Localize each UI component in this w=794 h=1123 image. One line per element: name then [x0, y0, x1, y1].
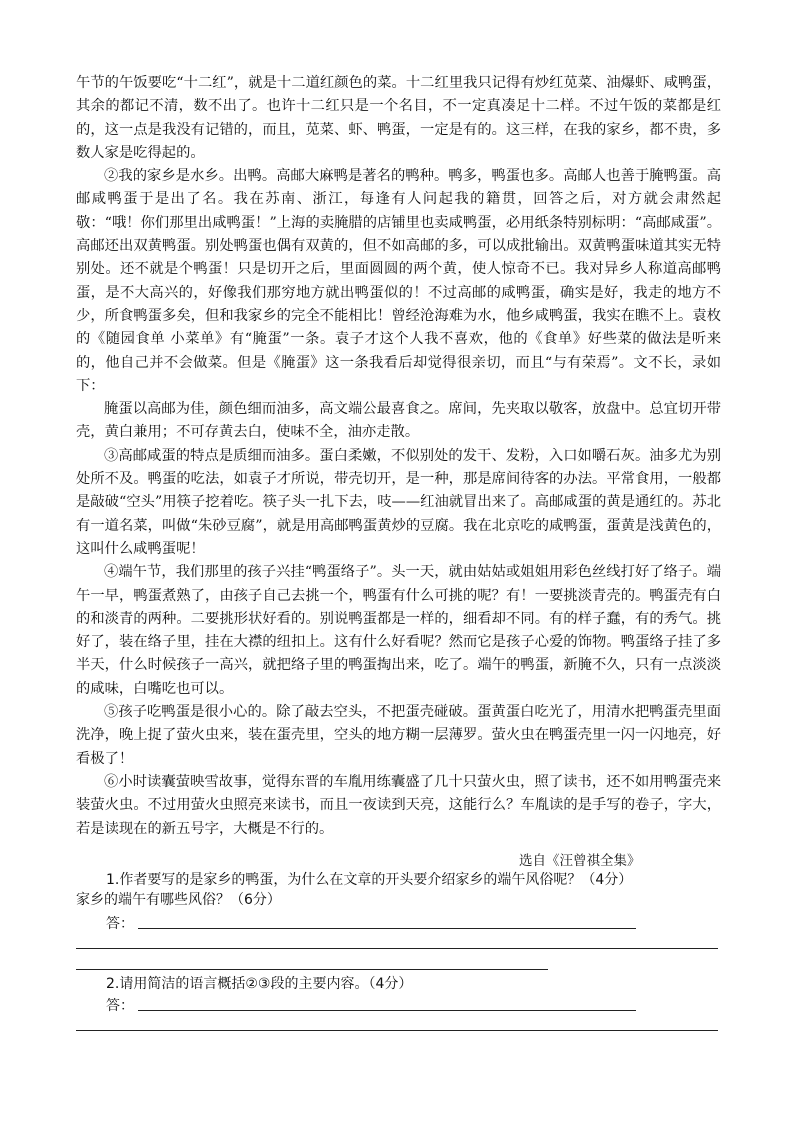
- answer-line-2[interactable]: [76, 948, 718, 949]
- answer-label-1: 答：: [106, 916, 134, 932]
- source-citation: 选自《汪曾祺全集》: [519, 853, 641, 869]
- answer-line-3[interactable]: [76, 969, 548, 970]
- question-1-line-2: 家乡的端午有哪些风俗？（6分）: [76, 892, 281, 908]
- paragraph-3: ③高邮咸蛋的特点是质细而油多。蛋白柔嫩，不似别处的发干、发粉，入口如嚼石灰。油多尤为别处所不及。鸭蛋的吃法，如袁子才所说，带壳切开，是一种，那是席间待客的办法。平常食用，一般都是敲破“空头”用筷子挖着吃。筷子头一扎下去，吱——红油就冒出来了。高邮咸蛋的黄是通红的。苏北有一道名菜，叫做“朱砂豆腐”，就是用高邮鸭蛋黄炒的豆腐。我在北京吃的咸鸭蛋，蛋黄是浅黄色的，这叫什么咸鸭蛋呢！: [76, 447, 721, 557]
- paragraph-4: ④端午节，我们那里的孩子兴挂“鸭蛋络子”。头一天，就由姑姑或姐姐用彩色丝线打好了络子。端午一早，鸭蛋煮熟了，由孩子自己去挑一个，鸭蛋有什么可挑的呢？有！一要挑淡青壳的。鸭蛋壳有白的和淡青的两种。二要挑形状好看的。别说鸭蛋都是一样的，细看却不同。有的样子蠢，有的秀气。挑好了，装在络子里，挂在大襟的纽扣上。这有什么好看呢？然而它是孩子心爱的饰物。鸭蛋络子挂了多半天，什么时候孩子一高兴，就把络子里的鸭蛋掏出来，吃了。端午的鸭蛋，新腌不久，只有一点淡淡的咸味，白嘴吃也可以。: [76, 564, 721, 697]
- article-body: [76, 72, 721, 841]
- paragraph-intro: 午节的午饭要吃“十二红”，就是十二道红颜色的菜。十二红里我只记得有炒红苋菜、油爆虾、咸鸭蛋，其余的都记不清，数不出了。也许十二红只是一个名目，不一定真凑足十二样。不过午饭的菜都是红的，这一点是我没有记错的，而且，苋菜、虾、鸭蛋，一定是有的。这三样，在我的家乡，都不贵，多数人家是吃得起的。: [76, 75, 721, 161]
- answer-line-4[interactable]: [138, 1010, 636, 1011]
- question-2: 2.请用简洁的语言概括②③段的主要内容。（4分）: [106, 976, 413, 992]
- answer-line-1[interactable]: [138, 928, 636, 929]
- answer-label-2: 答：: [106, 998, 134, 1014]
- paragraph-5: ⑤孩子吃鸭蛋是很小心的。除了敲去空头，不把蛋壳碰破。蛋黄蛋白吃光了，用清水把鸭蛋壳里面洗净，晚上捉了萤火虫来，装在蛋壳里，空头的地方糊一层薄罗。萤火虫在鸭蛋壳里一闪一闪地亮，好看极了！: [76, 704, 721, 767]
- answer-line-5[interactable]: [76, 1030, 718, 1031]
- paragraph-2: ②我的家乡是水乡。出鸭。高邮大麻鸭是著名的鸭种。鸭多，鸭蛋也多。高邮人也善于腌鸭蛋。高邮咸鸭蛋于是出了名。我在苏南、浙江，每逢有人问起我的籍贯，回答之后，对方就会肃然起敬：“哦！你们那里出咸鸭蛋！”上海的卖腌腊的店铺里也卖咸鸭蛋，必用纸条特别标明：“高邮咸蛋”。高邮还出双黄鸭蛋。别处鸭蛋也偶有双黄的，但不如高邮的多，可以成批输出。双黄鸭蛋味道其实无特别处。还不就是个鸭蛋！只是切开之后，里面圆圆的两个黄，使人惊奇不已。我对异乡人称道高邮鸭蛋，是不大高兴的，好像我们那穷地方就出鸭蛋似的！不过高邮的咸鸭蛋，确实是好，我走的地方不少，所食鸭蛋多矣，但和我家乡的完全不能相比！曾经沧海难为水，他乡咸鸭蛋，我实在瞧不上。袁枚的《随园食单 小菜单》有“腌蛋”一条。袁子才这个人我不喜欢，他的《食单》好些菜的做法是听来的，他自己并不会做菜。但是《腌蛋》这一条我看后却觉得很亲切，而且“与有荣焉”。文不长，录如下：: [76, 168, 721, 394]
- paragraph-6: ⑥小时读囊萤映雪故事，觉得东晋的车胤用练囊盛了几十只萤火虫，照了读书，还不如用鸭蛋壳来装萤火虫。不过用萤火虫照亮来读书，而且一夜读到天亮，这能行么？车胤读的是手写的卷子，字大，若是读现在的新五号字，大概是不行的。: [76, 773, 721, 837]
- question-1-line-1: 1.作者要写的是家乡的鸭蛋，为什么在文章的开头要介绍家乡的端午风俗呢？（4分）: [106, 872, 633, 888]
- quote-paragraph: 腌蛋以高邮为佳，颜色细而油多，高文端公最喜食之。席间，先夹取以敬客，放盘中。总宜切开带壳，黄白兼用；不可存黄去白，使味不全，油亦走散。: [76, 401, 721, 441]
